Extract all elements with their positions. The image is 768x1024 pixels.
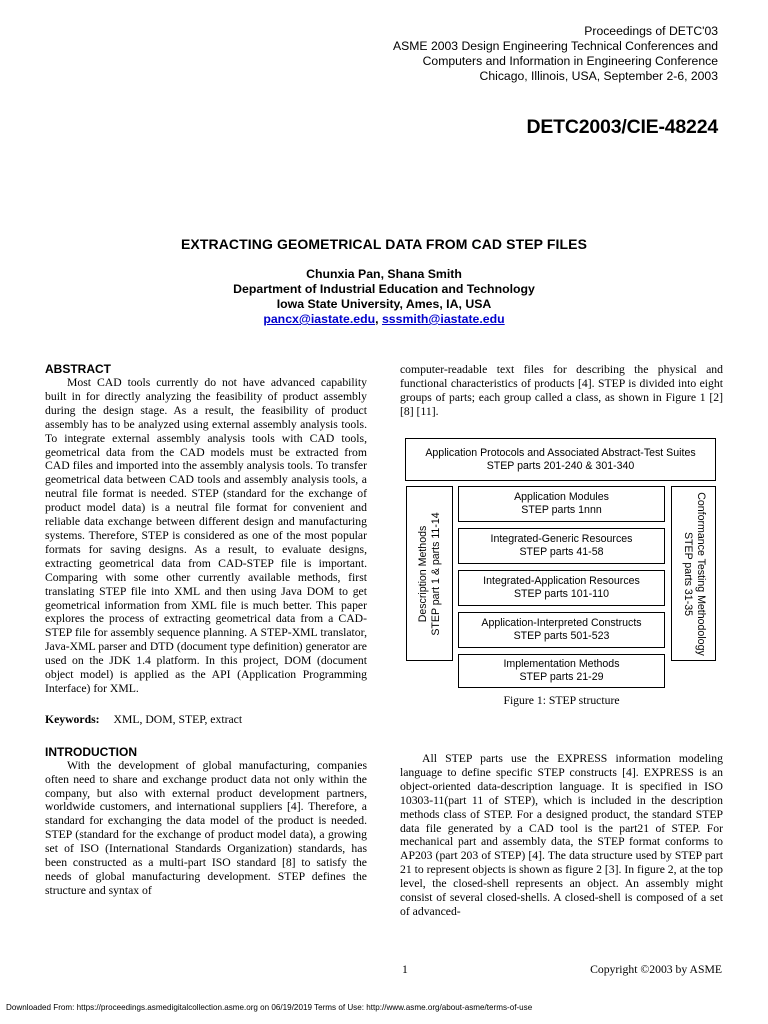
figure-label-conformance-testing [681, 492, 707, 656]
abstract-heading: ABSTRACT [45, 362, 111, 376]
keywords-line [45, 713, 367, 727]
introduction-heading: INTRODUCTION [45, 744, 137, 759]
figure-box-line: Integrated-Generic Resources [490, 533, 633, 545]
author-department: Department of Industrial Education and Technology [233, 282, 535, 296]
left-column [45, 362, 367, 898]
email-separator: , [375, 312, 379, 326]
proceedings-line: Proceedings of DETC'03 [584, 24, 718, 38]
figure-box-line: Implementation Methods [503, 658, 620, 670]
figure-box-integrated-application [458, 570, 665, 606]
figure-box-implementation-methods [458, 654, 665, 688]
figure-box-line: STEP parts 41-58 [519, 546, 604, 558]
figure-box-line: STEP parts 201-240 & 301-340 [486, 459, 635, 472]
figure-label-description-methods [417, 512, 443, 635]
right-column-top-text: computer-readable text files for describing the physical and functional characteristics of products [4]. STEP is divided into eight groups of parts; each group called a class, as shown in Figure 1 [2] [8] [11]. [400, 363, 723, 418]
right-column-bottom [400, 752, 723, 919]
figure-box-line: STEP parts 21-29 [519, 671, 604, 683]
proceedings-line: Chicago, Illinois, USA, September 2-6, 2003 [479, 69, 718, 83]
introduction-text: With the development of global manufacturing, companies often need to share and exchange product data not only within the company, but also with external product development partners, worldwide customers, and international suppliers [4]. Therefore, a standard for exchanging the data model of the product is needed. STEP (standard for the exchange of product model data), a growing set of ISO (International Standards Organization) standards, has been constructed as a multi-part ISO standard [8] to satisfy the needs of global manufacturing development. STEP defines the structure and syntax of [45, 758, 367, 897]
proceedings-line: ASME 2003 Design Engineering Technical Conferences and [393, 39, 718, 53]
right-column-top [400, 363, 723, 419]
figure-box-application-modules [458, 486, 665, 522]
figure-box-application-protocols [405, 438, 716, 481]
right-column-bottom-text: All STEP parts use the EXPRESS information modeling language to define specific STEP constructs [4]. EXPRESS is an object-oriented data-description language. It is specified in ISO 10303-11(part 11 of STEP), which is included in the description methods class of STEP. For a designed product, the standard STEP data file generated by a CAD tool is the part21 of STEP. For mechanical part and assembly data, the STEP format conforms to AP203 (part 203 of STEP) [4]. The data structure used by STEP part 21 to represent objects is shown as figure 2 [3]. In figure 2, at the top level, the closed-shell represents an object. An assembly might consist of several closed-shells. A closed-shell is composed of a set of advanced- [400, 752, 723, 918]
figure-box-integrated-generic [458, 528, 665, 564]
proceedings-line: Computers and Information in Engineering Conference [422, 54, 718, 68]
email-link-pan[interactable]: pancx@iastate.edu [263, 312, 376, 326]
page-number: 1 [402, 963, 408, 976]
proceedings-header [298, 24, 718, 84]
figure-box-line: STEP parts 101-110 [513, 588, 609, 600]
email-link-smith[interactable]: sssmith@iastate.edu [381, 312, 505, 326]
step-structure-figure [400, 438, 723, 698]
figure-box-line: STEP parts 31-35 [681, 531, 694, 616]
figure-caption: Figure 1: STEP structure [503, 694, 620, 707]
paper-title: EXTRACTING GEOMETRICAL DATA FROM CAD STEP FILES [180, 236, 588, 252]
figure-box-line: Application Protocols and Associated Abstract-Test Suites [425, 446, 696, 459]
author-names: Chunxia Pan, Shana Smith [306, 267, 462, 281]
download-note: Downloaded From: https://proceedings.asmedigitalcollection.asme.org on 06/19/2019 Terms of Use: http://www.asme.org/about-asme/terms-of-use [6, 1003, 533, 1012]
copyright-notice: Copyright ©2003 by ASME [590, 963, 722, 976]
abstract-text: Most CAD tools currently do not have advanced capability built in for directly analyzing the feasibility of product assembly during the design stage. As a result, the feasibility of product assembly has to be analyzed using external assembly analysis tools. To integrate external assembly analysis tools with CAD tools, geometrical data from the CAD models must be extracted from CAD files and imported into the assembly analysis tools. To transfer geometrical data between CAD tools and assembly analysis tools, a neutral file format is needed. STEP (standard for the exchange of product model data) is a neutral file format for convenient and reliable data exchange between different design and manufacturing systems. Therefore, STEP is considered as one of the most popular formats for saving designs. As a result, to evaluate designs, extracting geometrical data from CAD-STEP file is important. Comparing with some other currently available methods, first translating STEP file into XML and then using Java DOM to get geometrical information from XML file is much better. This paper explores the process of extracting geometrical data from a CAD-STEP file for assembly sequence planning. A STEP-XML translator, Java-XML parser and DTD (document type definition) generator are used on the JDK 1.4 platform. In this project, DOM (document object model) is applied as the API (Application Programming Interface) for XML. [45, 376, 367, 695]
figure-box-line: Conformance Testing Methodology [694, 491, 707, 656]
figure-box-line: STEP parts 501-523 [513, 630, 610, 642]
author-emails [0, 312, 768, 327]
figure-box-line: STEP part 1 & parts 11-14 [429, 511, 442, 636]
paper-id: DETC2003/CIE-48224 [526, 116, 718, 138]
author-institution: Iowa State University, Ames, IA, USA [276, 297, 492, 311]
figure-box-line: Application-Interpreted Constructs [481, 617, 642, 629]
figure-box-line: Application Modules [514, 491, 609, 503]
figure-box-line: Description Methods [416, 525, 429, 622]
author-block [0, 267, 768, 327]
keywords-label: Keywords: [45, 712, 100, 726]
figure-box-application-interpreted [458, 612, 665, 648]
keywords-text: XML, DOM, STEP, extract [113, 712, 243, 726]
figure-box-line: Integrated-Application Resources [483, 575, 640, 587]
figure-box-line: STEP parts 1nnn [521, 504, 602, 516]
